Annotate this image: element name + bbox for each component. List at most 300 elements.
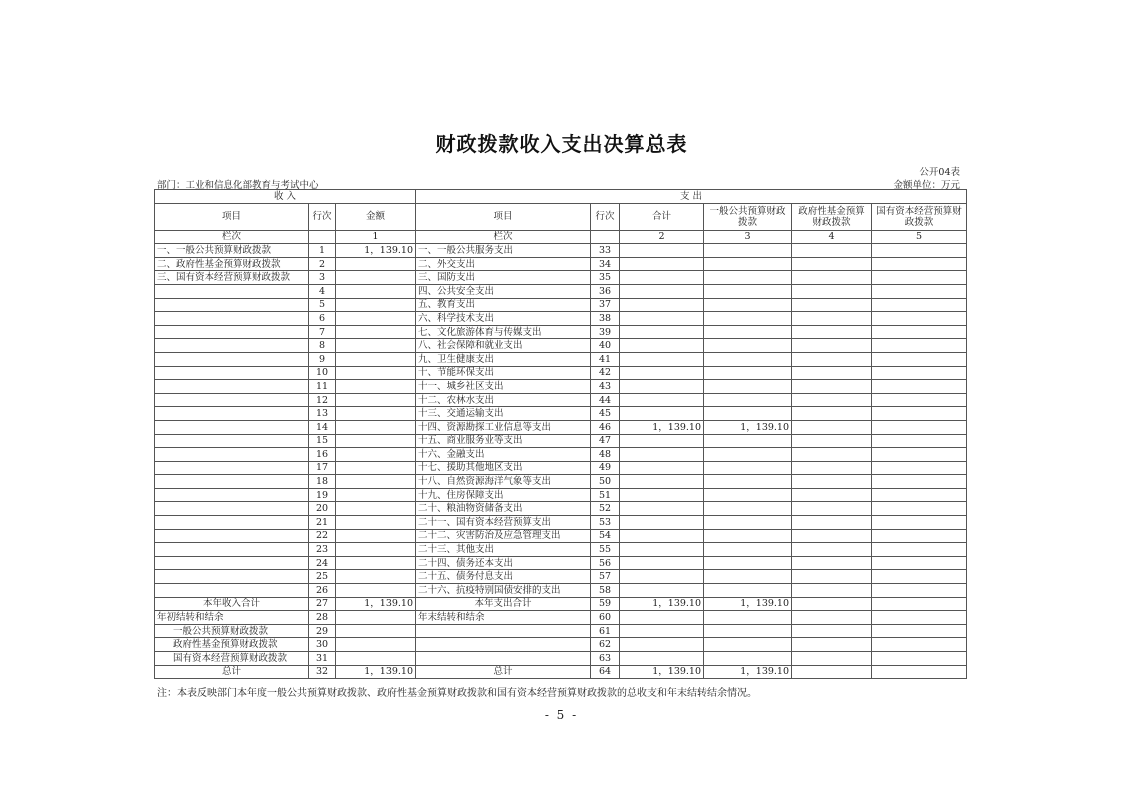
unit-label: 金额单位：万元	[893, 180, 960, 191]
state-capital-cell	[872, 611, 967, 625]
state-capital-cell	[872, 339, 967, 353]
income-amount-cell	[336, 543, 416, 557]
total-cell: 1，139.10	[620, 665, 704, 679]
general-budget-cell	[704, 244, 792, 258]
income-amount-cell	[336, 271, 416, 285]
general-budget-cell	[704, 339, 792, 353]
col-header-item: 项目	[155, 203, 309, 230]
general-budget-cell	[704, 366, 792, 380]
income-amount-cell	[336, 611, 416, 625]
expense-row-no-cell: 35	[591, 271, 620, 285]
col-index-empty	[309, 230, 336, 244]
general-budget-cell	[704, 488, 792, 502]
income-item-cell: 一般公共预算财政拨款	[155, 624, 309, 638]
income-item-cell	[155, 488, 309, 502]
expense-row-no-cell: 54	[591, 529, 620, 543]
general-budget-cell	[704, 624, 792, 638]
general-budget-cell	[704, 257, 792, 271]
expense-item-cell: 一、一般公共服务支出	[416, 244, 591, 258]
col-index-1: 1	[336, 230, 416, 244]
income-row-no-cell: 32	[309, 665, 336, 679]
expense-item-cell: 总计	[416, 665, 591, 679]
expense-row-no-cell: 43	[591, 380, 620, 394]
state-capital-cell	[872, 352, 967, 366]
income-row-no-cell: 8	[309, 339, 336, 353]
income-amount-cell	[336, 284, 416, 298]
total-cell	[620, 448, 704, 462]
gov-fund-cell	[792, 380, 872, 394]
table-row	[155, 516, 967, 530]
state-capital-cell	[872, 257, 967, 271]
total-cell: 1，139.10	[620, 597, 704, 611]
income-item-cell	[155, 298, 309, 312]
expense-row-no-cell: 36	[591, 284, 620, 298]
state-capital-cell	[872, 516, 967, 530]
total-cell	[620, 461, 704, 475]
expense-row-no-cell: 51	[591, 488, 620, 502]
state-capital-cell	[872, 597, 967, 611]
expense-item-cell: 二十五、债务付息支出	[416, 570, 591, 584]
income-amount-cell	[336, 529, 416, 543]
table-row	[155, 352, 967, 366]
table-row	[155, 325, 967, 339]
income-row-no-cell: 12	[309, 393, 336, 407]
gov-fund-cell	[792, 244, 872, 258]
gov-fund-cell	[792, 325, 872, 339]
income-amount-cell	[336, 624, 416, 638]
total-cell	[620, 624, 704, 638]
gov-fund-cell	[792, 529, 872, 543]
general-budget-cell	[704, 393, 792, 407]
department-label: 部门：工业和信息化部教育与考试中心	[157, 180, 319, 191]
form-number: 公开04表	[919, 167, 960, 178]
gov-fund-cell	[792, 271, 872, 285]
total-cell	[620, 570, 704, 584]
gov-fund-cell	[792, 624, 872, 638]
general-budget-cell	[704, 570, 792, 584]
page-title: 财政拨款收入支出决算总表	[435, 132, 688, 156]
expense-row-no-cell: 45	[591, 407, 620, 421]
table-row	[155, 652, 967, 666]
total-cell	[620, 298, 704, 312]
gov-fund-cell	[792, 488, 872, 502]
table-row	[155, 380, 967, 394]
gov-fund-cell	[792, 543, 872, 557]
col-index-label: 栏次	[155, 230, 309, 244]
income-amount-cell	[336, 380, 416, 394]
table-row	[155, 448, 967, 462]
income-amount-cell	[336, 516, 416, 530]
col-header-gov-fund: 政府性基金预算财政拨款	[792, 203, 872, 230]
expense-item-cell: 十、节能环保支出	[416, 366, 591, 380]
table-row	[155, 434, 967, 448]
income-amount-cell	[336, 461, 416, 475]
expense-row-no-cell: 50	[591, 475, 620, 489]
page-number: - 5 -	[544, 708, 579, 722]
expense-row-no-cell: 42	[591, 366, 620, 380]
income-row-no-cell: 24	[309, 556, 336, 570]
expense-item-cell	[416, 624, 591, 638]
total-cell	[620, 652, 704, 666]
income-amount-cell	[336, 638, 416, 652]
gov-fund-cell	[792, 284, 872, 298]
table-row	[155, 488, 967, 502]
income-item-cell	[155, 407, 309, 421]
general-budget-cell	[704, 475, 792, 489]
table-row	[155, 339, 967, 353]
expense-item-cell: 十七、援助其他地区支出	[416, 461, 591, 475]
total-cell	[620, 271, 704, 285]
income-row-no-cell: 27	[309, 597, 336, 611]
table-row	[155, 284, 967, 298]
income-item-cell: 三、国有资本经营预算财政拨款	[155, 271, 309, 285]
table-row	[155, 271, 967, 285]
income-item-cell	[155, 434, 309, 448]
budget-summary-table	[154, 189, 967, 679]
table-row	[155, 584, 967, 598]
gov-fund-cell	[792, 257, 872, 271]
income-amount-cell	[336, 502, 416, 516]
state-capital-cell	[872, 529, 967, 543]
total-cell	[620, 352, 704, 366]
gov-fund-cell	[792, 393, 872, 407]
income-item-cell	[155, 339, 309, 353]
state-capital-cell	[872, 298, 967, 312]
state-capital-cell	[872, 325, 967, 339]
income-row-no-cell: 5	[309, 298, 336, 312]
expense-header: 支 出	[416, 190, 967, 204]
general-budget-cell	[704, 448, 792, 462]
table-row	[155, 298, 967, 312]
income-row-no-cell: 21	[309, 516, 336, 530]
income-item-cell	[155, 570, 309, 584]
total-cell: 1，139.10	[620, 420, 704, 434]
table-row	[155, 257, 967, 271]
expense-item-cell: 十二、农林水支出	[416, 393, 591, 407]
expense-row-no-cell: 46	[591, 420, 620, 434]
state-capital-cell	[872, 475, 967, 489]
expense-row-no-cell: 47	[591, 434, 620, 448]
col-header-general-budget: 一般公共预算财政拨款	[704, 203, 792, 230]
total-cell	[620, 407, 704, 421]
income-item-cell	[155, 516, 309, 530]
expense-item-cell: 十五、商业服务业等支出	[416, 434, 591, 448]
expense-item-cell: 二十四、债务还本支出	[416, 556, 591, 570]
expense-row-no-cell: 44	[591, 393, 620, 407]
income-row-no-cell: 26	[309, 584, 336, 598]
income-row-no-cell: 7	[309, 325, 336, 339]
expense-row-no-cell: 40	[591, 339, 620, 353]
expense-item-cell: 二十三、其他支出	[416, 543, 591, 557]
income-row-no-cell: 19	[309, 488, 336, 502]
total-cell	[620, 638, 704, 652]
expense-row-no-cell: 59	[591, 597, 620, 611]
expense-item-cell: 十六、金融支出	[416, 448, 591, 462]
income-item-cell	[155, 584, 309, 598]
col-header-amount: 金额	[336, 203, 416, 230]
gov-fund-cell	[792, 665, 872, 679]
total-cell	[620, 529, 704, 543]
total-cell	[620, 556, 704, 570]
income-row-no-cell: 20	[309, 502, 336, 516]
income-amount-cell	[336, 407, 416, 421]
income-amount-cell	[336, 312, 416, 326]
income-row-no-cell: 28	[309, 611, 336, 625]
header-row-group	[155, 190, 967, 204]
income-row-no-cell: 11	[309, 380, 336, 394]
income-row-no-cell: 23	[309, 543, 336, 557]
income-amount-cell	[336, 420, 416, 434]
total-cell	[620, 611, 704, 625]
state-capital-cell	[872, 556, 967, 570]
expense-item-cell: 二十、粮油物资储备支出	[416, 502, 591, 516]
table-row	[155, 366, 967, 380]
total-cell	[620, 502, 704, 516]
income-amount-cell: 1，139.10	[336, 597, 416, 611]
state-capital-cell	[872, 665, 967, 679]
income-row-no-cell: 22	[309, 529, 336, 543]
table-row	[155, 543, 967, 557]
expense-row-no-cell: 37	[591, 298, 620, 312]
income-row-no-cell: 6	[309, 312, 336, 326]
income-item-cell	[155, 352, 309, 366]
income-amount-cell	[336, 556, 416, 570]
total-cell	[620, 475, 704, 489]
gov-fund-cell	[792, 448, 872, 462]
expense-item-cell: 二十六、抗疫特别国债安排的支出	[416, 584, 591, 598]
gov-fund-cell	[792, 597, 872, 611]
col-index-empty	[591, 230, 620, 244]
income-header: 收 入	[155, 190, 416, 204]
general-budget-cell	[704, 584, 792, 598]
expense-item-cell: 十九、住房保障支出	[416, 488, 591, 502]
income-amount-cell	[336, 298, 416, 312]
expense-row-no-cell: 64	[591, 665, 620, 679]
general-budget-cell	[704, 312, 792, 326]
state-capital-cell	[872, 380, 967, 394]
expense-item-cell: 六、科学技术支出	[416, 312, 591, 326]
expense-row-no-cell: 39	[591, 325, 620, 339]
col-header-state-capital: 国有资本经营预算财政拨款	[872, 203, 967, 230]
total-cell	[620, 516, 704, 530]
table-row	[155, 665, 967, 679]
state-capital-cell	[872, 461, 967, 475]
income-row-no-cell: 29	[309, 624, 336, 638]
expense-item-cell	[416, 638, 591, 652]
header-row-columns	[155, 203, 967, 230]
gov-fund-cell	[792, 584, 872, 598]
expense-item-cell: 十四、资源勘探工业信息等支出	[416, 420, 591, 434]
expense-item-cell: 本年支出合计	[416, 597, 591, 611]
expense-row-no-cell: 60	[591, 611, 620, 625]
general-budget-cell	[704, 352, 792, 366]
income-item-cell: 国有资本经营预算财政拨款	[155, 652, 309, 666]
table-row	[155, 611, 967, 625]
general-budget-cell: 1，139.10	[704, 420, 792, 434]
expense-item-cell: 十八、自然资源海洋气象等支出	[416, 475, 591, 489]
general-budget-cell	[704, 461, 792, 475]
table-row	[155, 502, 967, 516]
income-amount-cell: 1，139.10	[336, 665, 416, 679]
income-item-cell: 本年收入合计	[155, 597, 309, 611]
income-item-cell	[155, 312, 309, 326]
state-capital-cell	[872, 638, 967, 652]
income-amount-cell	[336, 434, 416, 448]
expense-row-no-cell: 38	[591, 312, 620, 326]
expense-item-cell: 二十二、灾害防治及应急管理支出	[416, 529, 591, 543]
general-budget-cell: 1，139.10	[704, 597, 792, 611]
state-capital-cell	[872, 652, 967, 666]
expense-item-cell: 年末结转和结余	[416, 611, 591, 625]
state-capital-cell	[872, 570, 967, 584]
table-row	[155, 393, 967, 407]
state-capital-cell	[872, 624, 967, 638]
gov-fund-cell	[792, 638, 872, 652]
income-item-cell	[155, 502, 309, 516]
table-row	[155, 556, 967, 570]
total-cell	[620, 257, 704, 271]
expense-row-no-cell: 57	[591, 570, 620, 584]
expense-item-cell: 十一、城乡社区支出	[416, 380, 591, 394]
income-row-no-cell: 25	[309, 570, 336, 584]
income-amount-cell: 1，139.10	[336, 244, 416, 258]
total-cell	[620, 393, 704, 407]
income-row-no-cell: 3	[309, 271, 336, 285]
general-budget-cell	[704, 434, 792, 448]
income-row-no-cell: 14	[309, 420, 336, 434]
gov-fund-cell	[792, 652, 872, 666]
state-capital-cell	[872, 366, 967, 380]
expense-row-no-cell: 48	[591, 448, 620, 462]
income-row-no-cell: 16	[309, 448, 336, 462]
general-budget-cell	[704, 556, 792, 570]
income-amount-cell	[336, 570, 416, 584]
state-capital-cell	[872, 244, 967, 258]
income-amount-cell	[336, 325, 416, 339]
table-row	[155, 597, 967, 611]
income-amount-cell	[336, 339, 416, 353]
income-amount-cell	[336, 257, 416, 271]
income-row-no-cell: 18	[309, 475, 336, 489]
general-budget-cell: 1，139.10	[704, 665, 792, 679]
state-capital-cell	[872, 420, 967, 434]
total-cell	[620, 312, 704, 326]
income-item-cell	[155, 420, 309, 434]
income-item-cell	[155, 556, 309, 570]
gov-fund-cell	[792, 502, 872, 516]
col-index-5: 5	[872, 230, 967, 244]
state-capital-cell	[872, 271, 967, 285]
table-row	[155, 624, 967, 638]
general-budget-cell	[704, 407, 792, 421]
total-cell	[620, 339, 704, 353]
income-row-no-cell: 30	[309, 638, 336, 652]
income-row-no-cell: 10	[309, 366, 336, 380]
expense-item-cell: 三、国防支出	[416, 271, 591, 285]
income-amount-cell	[336, 448, 416, 462]
expense-row-no-cell: 56	[591, 556, 620, 570]
income-amount-cell	[336, 366, 416, 380]
gov-fund-cell	[792, 556, 872, 570]
state-capital-cell	[872, 407, 967, 421]
state-capital-cell	[872, 393, 967, 407]
income-item-cell	[155, 543, 309, 557]
expense-row-no-cell: 41	[591, 352, 620, 366]
income-item-cell: 年初结转和结余	[155, 611, 309, 625]
general-budget-cell	[704, 543, 792, 557]
col-header-total: 合计	[620, 203, 704, 230]
expense-row-no-cell: 33	[591, 244, 620, 258]
income-item-cell: 二、政府性基金预算财政拨款	[155, 257, 309, 271]
table-row	[155, 407, 967, 421]
income-amount-cell	[336, 393, 416, 407]
income-amount-cell	[336, 488, 416, 502]
expense-row-no-cell: 53	[591, 516, 620, 530]
income-item-cell: 政府性基金预算财政拨款	[155, 638, 309, 652]
total-cell	[620, 380, 704, 394]
income-row-no-cell: 1	[309, 244, 336, 258]
income-row-no-cell: 17	[309, 461, 336, 475]
general-budget-cell	[704, 516, 792, 530]
state-capital-cell	[872, 488, 967, 502]
table-note: 注：本表反映部门本年度一般公共预算财政拨款、政府性基金预算财政拨款和国有资本经营预算财政拨款的总收支和年末结转结余情况。	[157, 688, 757, 699]
expense-item-cell: 八、社会保障和就业支出	[416, 339, 591, 353]
general-budget-cell	[704, 298, 792, 312]
expense-row-no-cell: 63	[591, 652, 620, 666]
income-row-no-cell: 4	[309, 284, 336, 298]
income-item-cell	[155, 325, 309, 339]
total-cell	[620, 584, 704, 598]
general-budget-cell	[704, 652, 792, 666]
income-item-cell	[155, 448, 309, 462]
expense-item-cell: 五、教育支出	[416, 298, 591, 312]
income-item-cell	[155, 475, 309, 489]
gov-fund-cell	[792, 352, 872, 366]
income-item-cell	[155, 284, 309, 298]
table-row	[155, 638, 967, 652]
total-cell	[620, 543, 704, 557]
gov-fund-cell	[792, 611, 872, 625]
general-budget-cell	[704, 529, 792, 543]
income-row-no-cell: 2	[309, 257, 336, 271]
expense-item-cell: 二十一、国有资本经营预算支出	[416, 516, 591, 530]
expense-row-no-cell: 55	[591, 543, 620, 557]
income-item-cell: 总计	[155, 665, 309, 679]
general-budget-cell	[704, 271, 792, 285]
gov-fund-cell	[792, 366, 872, 380]
income-amount-cell	[336, 475, 416, 489]
gov-fund-cell	[792, 407, 872, 421]
total-cell	[620, 488, 704, 502]
table-row	[155, 312, 967, 326]
state-capital-cell	[872, 502, 967, 516]
table-row	[155, 461, 967, 475]
income-amount-cell	[336, 584, 416, 598]
general-budget-cell	[704, 502, 792, 516]
table-row	[155, 529, 967, 543]
general-budget-cell	[704, 284, 792, 298]
expense-item-cell: 七、文化旅游体育与传媒支出	[416, 325, 591, 339]
gov-fund-cell	[792, 434, 872, 448]
income-row-no-cell: 15	[309, 434, 336, 448]
col-header-row-no2: 行次	[591, 203, 620, 230]
total-cell	[620, 325, 704, 339]
income-row-no-cell: 13	[309, 407, 336, 421]
income-item-cell	[155, 393, 309, 407]
expense-item-cell: 四、公共安全支出	[416, 284, 591, 298]
state-capital-cell	[872, 434, 967, 448]
col-index-4: 4	[792, 230, 872, 244]
